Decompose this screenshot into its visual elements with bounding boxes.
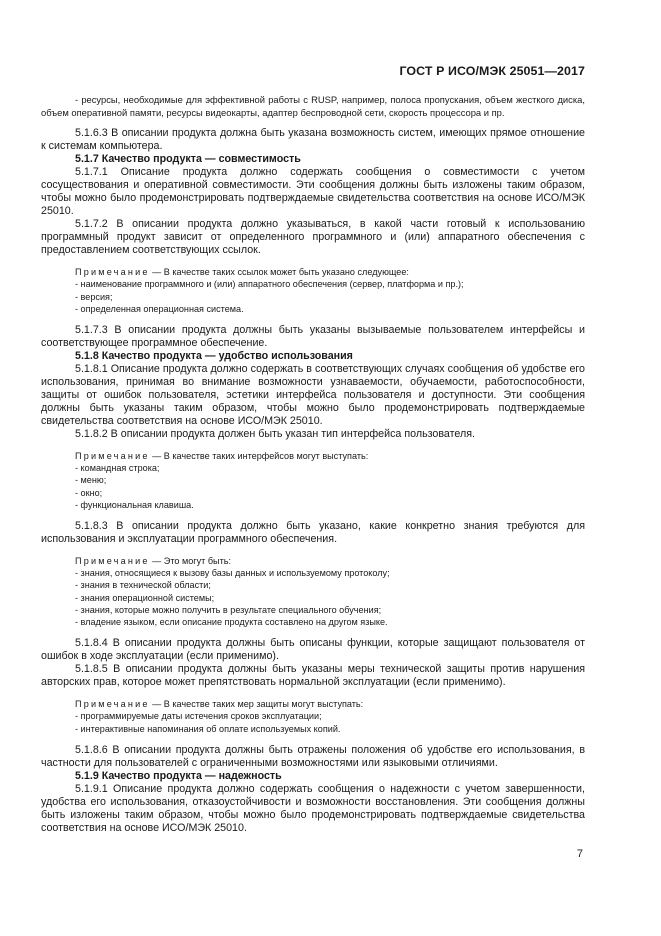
paragraph: 5.1.7.3 В описании продукта должны быть указаны вызываемые пользователем интерфейсы и соответствующее программное обеспечение.	[41, 324, 585, 349]
note-list-item: - меню;	[75, 475, 107, 486]
paragraph: 5.1.8.5 В описании продукта должны быть указаны меры технической защиты против нарушения авторских прав, которое может препятствовать нормальной эксплуатации (если применимо).	[41, 663, 585, 689]
note-intro-text: — В качестве таких ссылок может быть указано следующее:	[149, 267, 409, 278]
note-block	[41, 555, 585, 628]
note-label: Примечание	[75, 699, 150, 710]
paragraph: 5.1.8.3 В описании продукта должно быть указано, какие конкретно знания требуются для использования и эксплуатации программного обеспечения.	[41, 520, 585, 546]
note-list-item: - интерактивные напоминания об оплате используемых копий.	[75, 723, 341, 734]
note-label: Примечание	[75, 267, 150, 278]
note-list-item: - знания, которые можно получить в результате специального обучения;	[75, 604, 382, 615]
section-heading: 5.1.9 Качество продукта — надежность	[75, 769, 282, 782]
note-block	[41, 450, 585, 511]
note-intro-text: — Это могут быть:	[149, 556, 232, 567]
section-heading: 5.1.7 Качество продукта — совместимость	[75, 153, 301, 166]
note-list-item: - знания в технической области;	[75, 580, 211, 591]
note-list-item: - наименование программного и (или) аппаратного обеспечения (сервер, платформа и пр.);	[75, 279, 464, 290]
note-list-item: - окно;	[75, 487, 103, 498]
paragraph: 5.1.8.6 В описании продукта должны быть отражены положения об удобстве его использования, в частности для пользователей с ограниченными возможностями или языковыми отличиями.	[41, 743, 585, 769]
section-heading: 5.1.8 Качество продукта — удобство использования	[75, 350, 353, 362]
paragraph: 5.1.7.1 Описание продукта должно содержать сообщения о совместимости с учетом сосуществования и оперативной совместимости. Эти сообщения должны быть изложены таким образом, чтобы можно было продемонстрировать подтверждаемые свидетельства соответствия на основе ИСО/МЭК 25010.	[41, 166, 585, 218]
paragraph: 5.1.8.4 В описании продукта должны быть описаны функции, которые защищают пользователя от ошибок в ходе эксплуатации (если применимо).	[41, 637, 585, 663]
note-list-item: - версия;	[75, 291, 113, 302]
note-list-item: - знания операционной системы;	[75, 592, 215, 603]
page-number: 7	[576, 848, 583, 860]
paragraph: 5.1.8.1 Описание продукта должно содержать в соответствующих случаях сообщения об удобстве его использования, принимая во внимание возможности узнаваемости, обучаемости, работоспособности, защиты от ошибок пользователя, эстетики интерфейса пользователя и доступности. Эти сообщения должны быть указаны таким образом, чтобы можно было продемонстрировать подтверждаемые свидетельства соответствия на основе ИСО/МЭК 25010.	[41, 363, 585, 427]
paragraph: 5.1.9.1 Описание продукта должно содержать сообщения о надежности с учетом завершенности, удобства его использования, отказоустойчивости и возможности восстановления. Эти сообщения должны быть изложены таким образом, чтобы можно было продемонстрировать подтверждаемые свидетельства соответствия на основе ИСО/МЭК 25010.	[41, 782, 585, 834]
paragraph: - ресурсы, необходимые для эффективной работы с RUSP, например, полоса пропускания, объем жесткого диска, объем оперативной памяти, ресурсы видеокарты, адаптер беспроводной сети, скорость процессора и пр.	[41, 94, 585, 118]
note-intro-text: — В качестве таких интерфейсов могут выступать:	[149, 451, 369, 461]
note-block	[41, 266, 585, 315]
note-list-item: - владение языком, если описание продукта составлено на другом языке.	[75, 617, 388, 628]
note-list-item: - командная строка;	[75, 463, 160, 474]
note-intro-text: — В качестве таких мер защиты могут выступать:	[149, 699, 364, 710]
document-body	[41, 94, 585, 835]
document-header: ГОСТ Р ИСО/МЭК 25051—2017	[399, 64, 585, 78]
paragraph: 5.1.6.3 В описании продукта должна быть указана возможность систем, имеющих прямое отношение к системам компьютера.	[41, 127, 585, 153]
paragraph: 5.1.7.2 В описании продукта должно указываться, в какой части готовый к использованию программный продукт зависит от определенного программного и (или) аппаратного обеспечения с предоставлением соответствующих ссылок.	[41, 218, 585, 257]
note-label: Примечание	[75, 556, 150, 567]
note-block	[41, 698, 585, 735]
note-list-item: - программируемые даты истечения сроков эксплуатации;	[75, 711, 322, 722]
note-label: Примечание	[75, 451, 150, 461]
note-list-item: - определенная операционная система.	[75, 303, 244, 314]
note-list-item: - знания, относящиеся к вызову базы данных и используемому протоколу;	[75, 568, 390, 579]
note-list-item: - функциональная клавиша.	[75, 499, 194, 510]
paragraph: 5.1.8.2 В описании продукта должен быть указан тип интерфейса пользователя.	[75, 428, 475, 440]
